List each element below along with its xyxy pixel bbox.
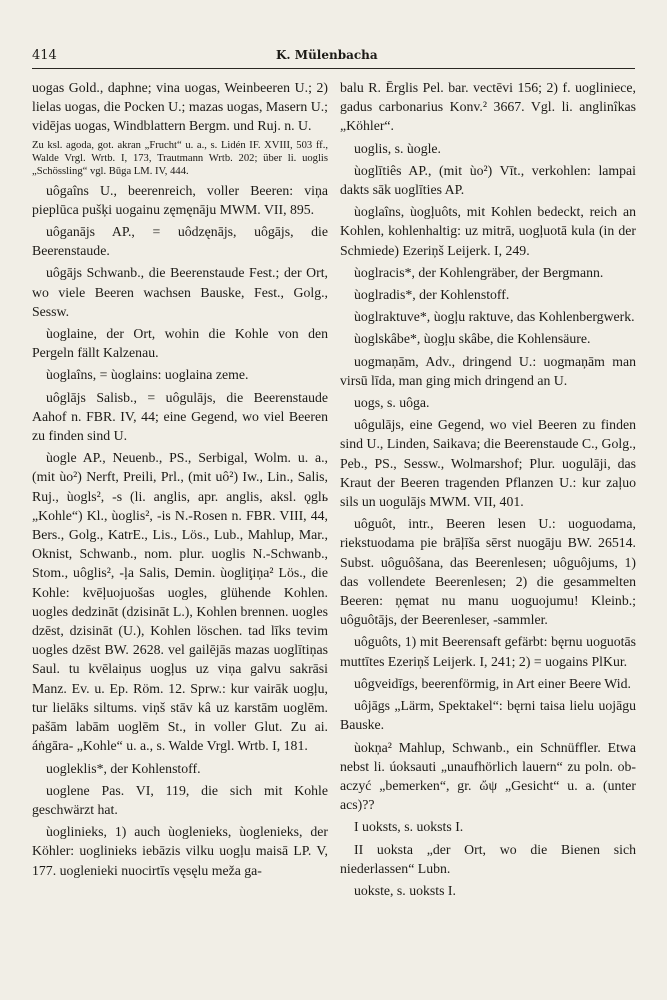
dictionary-entry: uôgveidīgs, beerenförmig, in Art einer Beere Wid.: [354, 675, 631, 691]
dictionary-entry: uôjāgs „Lärm, Spektakel“: bęrni taisa lielu uojāgu Bauske.: [340, 698, 636, 733]
dictionary-entry: uogleklis*, der Kohlenstoff.: [46, 760, 201, 776]
dictionary-entry: ùoglītiês AP., (mit ùo²) Vīt., verkohlen: lampai dakts sāk uoglīties AP.: [340, 162, 636, 198]
dictionary-entry: II uoksta „der Ort, wo die Bienen sich niederlassen“ Lubn.: [340, 841, 636, 876]
entry-continuation: balu R. Ērglis Pel. bar. vectēvi 156; 2) f. uogliniece, gadus carbonarius Konv.² 3667. Vgl. li. anglinîkas „Köhler“.: [340, 80, 636, 134]
dictionary-entry: ùoglradis*, der Kohlenstoff.: [354, 287, 510, 303]
dictionary-entry: ùogle AP., Neuenb., PS., Serbigal, Wolm. u. a., (mit ùo²) Nerft, Preili, Prl., (mit uô²) Iw., Lin., Salis, Ruj., ùogls², -s (li. anglis, apr. anglis, aksl. ǫglь „Kohle“) Kl., ùoglis², -is N.-Rosen n. FBR. VIII, 44, Bers., Golg., KatrE., Lis., Lös., Lub., Mahlup, Mar., Oknist, Schwanb., nom. plur. uoglis N.-Schwanb., Stom., uôglis², -ļa Salis, Demin. ùogliţiņa² Lös., die Kohle: kvēļuojuošas uogles, glühende Kohlen. uogles dedzināt (dzisināt L.), Kohlen brennen. uogles dzēst, dzisināt (U.), Kohlen löschen. tad līks tevim uogles dzēst BW. 2628. vel gailējās mazas uoglītiņas Saul. tu kvēlaiņus uogļus uz viņa galvu sakrāsi Manz. Ev. u. Ep. Röm. 12. Sprw.: kur vairāk uogļu, tur lielāks siltums. viņš stāv kâ uz karstām uoglēm. pašām labām uoglēm St., in voller Glut. Zu ai. áṅgāra- „Kohle“ u. a., s. Walde Vrgl. Wrtb. I, 181.: [32, 450, 328, 754]
dictionary-entry: ùoglraktuve*, ùogļu raktuve, das Kohlenbergwerk.: [354, 309, 635, 325]
dictionary-entry: ùoglaîns, ùogļuôts, mit Kohlen bedeckt, reich an Kohlen, kohlenhaltig: uz mitrā, uogļuotā kula (in der Schmiede) Ezeriņš Leijerk. I, 249.: [340, 204, 636, 258]
dictionary-entry: uôgulājs, eine Gegend, wo viel Beeren zu finden sind U., Linden, Saikava; die Beerenstaude C., Golg., Peb., PS., Sessw., Wolmarshof; Plur. uogulāji, das Kraut der Beeren tragenden Pflanzen U.: kur zaļuo sils un uogulājs MWM. VII, 401.: [340, 417, 636, 510]
entry-continuation: uogas Gold., daphne; vina uogas, Weinbeeren U.; 2) lielas uogas, die Pocken U.; mazas uogas, Masern U.; vidējas uogas, Windblattern Bergm. und Ruj. n. U.: [32, 80, 328, 134]
dictionary-entry: uogmaņām, Adv., dringend U.: uogmaņām man virsū līda, man ging mich dringend an U.: [340, 353, 636, 388]
dictionary-entry: ùoglracis*, der Kohlengräber, der Bergmann.: [354, 264, 604, 280]
page-header: [32, 46, 634, 66]
dictionary-entry: uôguôt, intr., Beeren lesen U.: uoguodama, riekstuodama pie brāļīša sērst nuogāju BW. 26514. Subst. uôguôšana, das Beerenlesen; uôguôjums, 1) das vollendete Beerenlesen; 2) die gesammelten Beeren: ņęmat nu manu uoguojumu! Kleinb.; uôguôtājs, der Beerenleser, -sammler.: [340, 516, 636, 628]
dictionary-entry: uôganājs AP., = uôdzęnājs, uôgājs, die Beerenstaude.: [32, 224, 328, 259]
right-column: [340, 78, 636, 903]
entry-note: Zu ksl. agoda, got. akran „Frucht“ u. a., s. Lidén IF. XVIII, 503 ff., Walde Vrgl. Wrtb. I, 173, Trautmann Wrtb. 202; über li. uoglis „Schössling“ vgl. Būga LM. IV, 444.: [32, 139, 328, 177]
dictionary-entry: ùoglskâbe*, ùogļu skâbe, die Kohlensäure.: [354, 331, 591, 347]
dictionary-entry: uôglājs Salisb., = uôgulājs, die Beerenstaude Aahof n. FBR. IV, 44; eine Gegend, wo viel Beeren zu finden sind U.: [32, 389, 328, 444]
left-column: [32, 78, 328, 883]
dictionary-entry: uoglis, s. ùogle.: [354, 140, 441, 156]
dictionary-entry: ùoglaîns, = ùoglains: uoglaina zeme.: [46, 367, 249, 383]
dictionary-entry: ùokņa² Mahlup, Schwanb., ein Schnüffler. Etwa nebst li. úoksauti „unaufhörlich lauern“ zu poln. ob-aczyć „bemerken“, gr. ὤψ „Gesicht“ u. a. (unter acs)??: [340, 739, 636, 813]
dictionary-entry: uôgaîns U., beerenreich, voller Beeren: viņa pieplūca pušķi uogainu zęmęnāju MWM. VII, 895.: [32, 182, 328, 217]
dictionary-entry: uôguôts, 1) mit Beerensaft gefärbt: bęrnu uoguotās muttītes Ezeriņš Leijerk. I, 241; 2) = uogains PlKur.: [340, 634, 636, 669]
dictionary-entry: uokste, s. uoksts I.: [354, 882, 456, 898]
header-rule: [32, 68, 635, 69]
page-number: 414: [32, 48, 57, 63]
dictionary-entry: uôgājs Schwanb., die Beerenstaude Fest.; der Ort, wo viele Beeren wachsen Bauske, Fest., Golg., Sessw.: [32, 265, 328, 319]
running-head: K. Mülenbacha: [276, 48, 378, 62]
dictionary-entry: I uoksts, s. uoksts I.: [354, 819, 464, 835]
dictionary-entry: ùoglaine, der Ort, wohin die Kohle von den Pergeln fällt Kalzenau.: [32, 326, 328, 361]
dictionary-entry: uogs, s. uôga.: [354, 395, 430, 411]
dictionary-entry: uoglene Pas. VI, 119, die sich mit Kohle geschwärzt hat.: [32, 782, 328, 817]
dictionary-entry: ùoglinieks, 1) auch ùoglenieks, ùoglenieks, der Köhler: uoglinieks iebāzis vilku uogļu maisā LP. V, 177. uoglenieki nuocirtīs vęsęlu meža ga-: [32, 824, 328, 878]
